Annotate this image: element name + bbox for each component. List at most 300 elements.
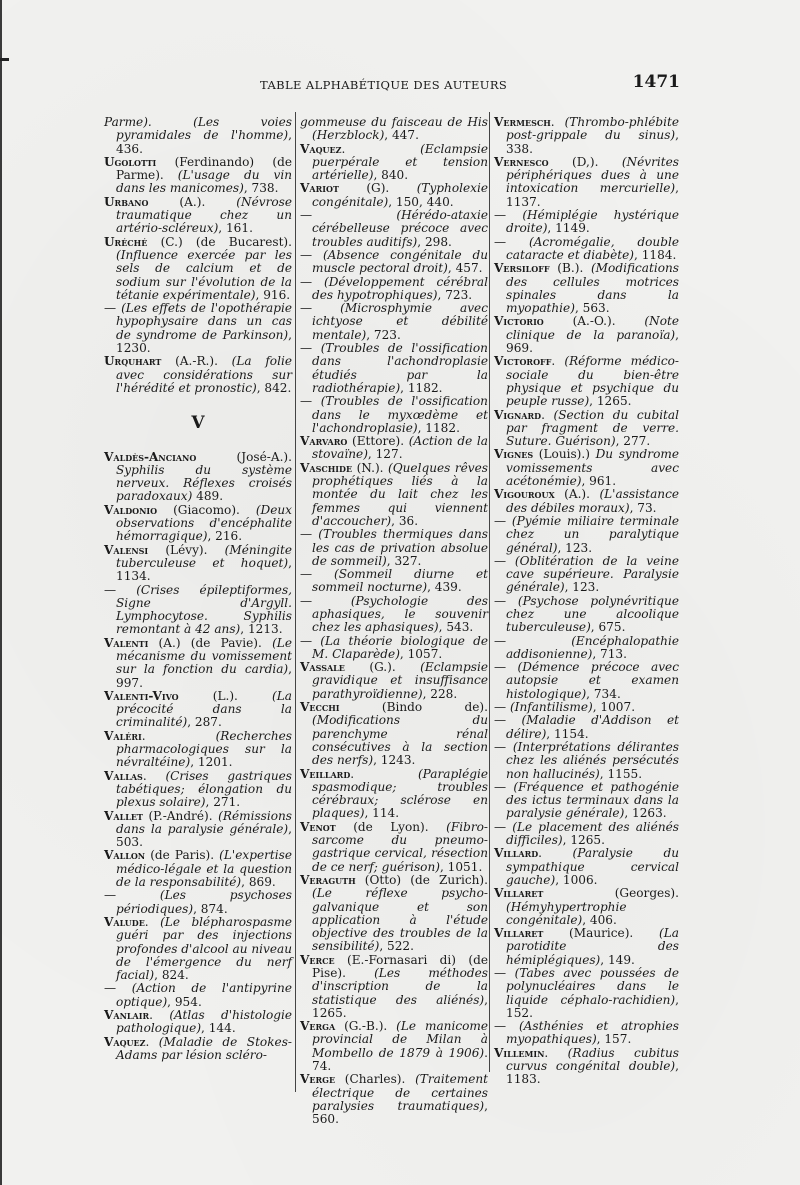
index-entry (494, 1020, 679, 1047)
entry-title: (Crises gastriques tabétiques; élongation du plexus solaire) (116, 768, 292, 810)
index-entry (494, 262, 679, 315)
entry-title: (Section du cubital par fragment de verre. Suture. Guérison) (506, 407, 679, 449)
index-entry (494, 967, 679, 1020)
index-entry (494, 635, 679, 662)
page-refs: , 997. (116, 662, 292, 690)
author-detail: . (145, 1034, 159, 1049)
index-entry (494, 209, 679, 236)
entry-title: (Quelques rêves prophétiques liés à la montée du lait chez les femmes qui viennent d'accoucher) (312, 460, 488, 528)
page-refs: , 277. (615, 434, 651, 449)
author-name: Valude (104, 914, 145, 929)
page-refs: , 560. (312, 1098, 488, 1127)
page-refs: , 1051. (439, 859, 483, 874)
author-detail: (P.-André). (142, 808, 219, 823)
author-detail: — (494, 713, 522, 728)
index-entry (300, 462, 488, 528)
page-refs: , 439. (427, 580, 462, 595)
page-refs: , 1134. (116, 555, 292, 584)
author-detail: — (300, 593, 351, 608)
entry-title: (Hémiplégie hystérique droite) (506, 208, 679, 236)
page-refs: , 734. (586, 686, 621, 701)
author-name: Vallon (104, 848, 146, 863)
author-detail: . (144, 914, 161, 929)
author-detail: (de Paris). (145, 848, 220, 863)
entry-title: (Eclampsie puerpérale et tension artérielle) (312, 141, 488, 183)
index-entry (104, 302, 292, 355)
entries-u (104, 116, 292, 395)
author-detail: . (550, 115, 565, 129)
page-refs: , 406. (582, 912, 617, 927)
index-entry (104, 810, 292, 850)
page-refs: , 961. (581, 474, 617, 489)
author-name: Varvaro (300, 434, 348, 449)
index-entry (494, 116, 679, 156)
page-refs: , 1263. (624, 806, 667, 821)
index-entry (494, 887, 679, 927)
page-refs: , 271. (205, 795, 241, 810)
section-letter: V (191, 413, 205, 434)
column-2 (300, 116, 488, 1127)
column-rule-1 (295, 112, 296, 1092)
index-entry (300, 435, 488, 462)
page-refs: , 150, 440. (388, 194, 454, 209)
entry-title: (L'expertise médico-légale et la question de la responsabilité) (116, 848, 292, 890)
author-name: Valdès-Anciano (104, 449, 197, 464)
author-detail: . (538, 846, 573, 861)
page-refs: , 1137. (506, 181, 679, 209)
column-rule-2 (489, 112, 490, 1072)
page-refs: , 228. (422, 686, 458, 701)
entry-title: (Eclampsie gravidique et insuffisance parathyroïdienne) (312, 660, 488, 701)
author-detail: — (494, 593, 518, 608)
author-detail: . (141, 728, 216, 743)
author-name: Uréché (104, 234, 148, 249)
author-name: Villemin (494, 1045, 545, 1060)
author-detail: (Bindo de). (339, 700, 488, 715)
page-refs: , 522. (379, 939, 414, 954)
entry-title: (Sommeil diurne et sommeil nocturne) (312, 567, 488, 595)
page-refs: , 543. (438, 620, 474, 635)
entry-title: (Troubles thermiques dans les cas de privation absolue de sommeil) (312, 527, 488, 568)
index-entry (104, 1036, 292, 1063)
entry-title: (Les psychoses périodiques) (116, 888, 292, 916)
author-detail: (Charles). (335, 1072, 416, 1087)
author-detail: — (494, 739, 513, 754)
page-refs: , 73. (629, 500, 657, 515)
index-entry (494, 448, 679, 488)
author-detail: (Ferdinando) (de Parme). (116, 154, 292, 183)
page-refs: , 503. (116, 821, 292, 850)
author-detail: — (104, 301, 122, 316)
index-entry (104, 116, 292, 156)
page-refs: , 1007. (592, 700, 636, 715)
index-entry (300, 568, 488, 595)
index-entry (104, 451, 292, 504)
index-entry (300, 395, 488, 435)
author-detail: (A.). (148, 194, 237, 209)
author-detail: . (551, 354, 565, 369)
page-refs: , 954. (167, 994, 202, 1009)
author-detail: (G.). (344, 660, 421, 675)
index-entry (494, 781, 679, 821)
author-detail: — (494, 819, 513, 834)
page-refs: , 1182. (417, 420, 460, 435)
author-name: Vignard (494, 407, 542, 422)
index-entry (300, 874, 488, 954)
entry-title: (Le manicome provincial de Milan à Mombello de 1879 à 1906) (312, 1019, 488, 1060)
entry-title: (Paralysie du sympathique cervical gauche) (506, 846, 679, 887)
entry-title: (La théorie biologique de M. Claparède) (312, 633, 488, 661)
index-entry (300, 1020, 488, 1073)
page-refs: , 161. (218, 221, 253, 236)
page-refs: , 1265. (312, 992, 488, 1020)
page-refs: , 457. (447, 261, 483, 276)
page-refs: , 675. (590, 620, 626, 635)
author-detail: (Georges). (543, 886, 679, 901)
author-detail: — (494, 553, 515, 568)
entry-title: (Troubles de l'ossification dans l'achondroplasie étudiés par la radiothérapie) (312, 341, 488, 395)
author-name: Vaquez (300, 141, 342, 156)
entry-title: (Démence précoce avec autopsie et examen histologique) (506, 660, 679, 701)
page-refs: . 74. (312, 1045, 488, 1074)
entry-title: (Typholexie congénitale) (312, 181, 488, 209)
author-name: Versiloff (494, 261, 550, 276)
entry-title: (Paraplégie spasmodique; troubles cérébraux; sclérose en plaques) (312, 766, 488, 821)
entry-title: (Fréquence et pathogénie des ictus terminaux dans la paralysie générale) (506, 779, 679, 821)
index-entry (300, 528, 488, 568)
page-refs: , 1213. (240, 622, 283, 637)
index-entry (104, 156, 292, 196)
page-refs: , 123. (557, 540, 593, 555)
index-entry (494, 714, 679, 741)
page-refs: , 144. (201, 1021, 236, 1036)
entry-title: (Hérédo-ataxie cérébelleuse précoce avec troubles auditifs) (312, 208, 488, 249)
index-entry (300, 302, 488, 342)
entry-title: (Infantilisme) (509, 700, 593, 715)
page-refs: , 723. (437, 287, 473, 302)
column-1 (104, 116, 292, 1062)
entry-title: (Traitement électrique de certaines paralysies traumatiques) (312, 1072, 488, 1113)
page-refs: , 1182. (400, 380, 443, 395)
author-name: Verce (300, 952, 335, 967)
author-detail: — (494, 779, 514, 794)
author-detail: — (300, 208, 397, 223)
entry-title: (La parotidite des hémiplégiques) (506, 926, 679, 967)
entry-title: (L'assistance des débiles moraux) (506, 487, 679, 515)
author-detail: — (300, 527, 319, 542)
index-entry (104, 544, 292, 584)
entries-v (104, 451, 292, 1063)
page-refs: , 216. (207, 529, 243, 544)
page-refs: , 1154. (546, 726, 589, 741)
entry-title: (Névrites périphériques dues à une intoxication mercurielle) (506, 154, 679, 196)
entry-title: (Crises épileptiformes, Signe d'Argyll. Lymphocytose. Syphilis remontant à 42 ans) (116, 582, 292, 637)
index-entry (300, 116, 488, 143)
author-name: Vecchi (300, 700, 340, 715)
page-refs: , 149. (600, 952, 635, 967)
author-name: Veraguth (300, 872, 356, 887)
author-name: Ugolotti (104, 154, 157, 169)
author-name: Veillard (300, 766, 351, 781)
page-refs: , 1149. (547, 221, 590, 236)
index-entry (300, 595, 488, 635)
index-entry (494, 488, 679, 515)
page-number: 1471 (632, 72, 680, 92)
index-entry (104, 690, 292, 730)
index-entry (494, 741, 679, 781)
index-entry (104, 770, 292, 810)
page-refs: , 563. (574, 301, 610, 316)
entry-title: (Le mécanisme du vomissement sur la fonction du cardia) (116, 635, 292, 677)
author-detail: . (142, 768, 166, 783)
author-detail: . (541, 407, 554, 422)
entry-title: (Les méthodes d'inscription de la statistique des aliénés) (312, 966, 488, 1007)
entry-title: Du syndrome vomissements avec acétonémie) (506, 447, 679, 489)
author-name: Valenti (104, 635, 149, 650)
author-name: Verge (300, 1072, 336, 1087)
author-name: Venot (300, 819, 336, 834)
index-entry (494, 927, 679, 967)
entry-title: (Modifications du parenchyme rénal consécutives à la section des nerfs) (312, 713, 488, 768)
author-detail: (José-A.). (196, 449, 292, 464)
author-detail: — (494, 660, 518, 675)
author-name: Vallas (104, 768, 143, 783)
entry-title: (Méningite tuberculeuse et hoquet) (116, 542, 292, 570)
entry-title: (Absence congénitale du muscle pectoral droit) (312, 247, 488, 276)
index-entry (300, 182, 488, 209)
author-name: Valdonio (104, 502, 158, 517)
page-refs: , 738. (243, 181, 279, 196)
author-name: Valéri (104, 728, 142, 743)
author-detail: — (300, 567, 334, 582)
author-name: Verga (300, 1019, 336, 1034)
index-entry (300, 276, 488, 303)
index-entry (104, 916, 292, 982)
author-name: Urquhart (104, 354, 162, 369)
page-refs: , 157. (596, 1032, 632, 1047)
entry-title: (Thrombo-phlébite post-grippale du sinus) (506, 115, 679, 143)
entry-title: (Action de l'antipyrine optique) (116, 981, 292, 1009)
author-name: Vassale (300, 660, 345, 675)
page-refs: , 152. (506, 992, 679, 1020)
index-entry (494, 701, 679, 714)
author-detail: (Maurice). (543, 926, 660, 941)
page-refs: , 127. (367, 447, 403, 462)
author-name: Vanlair (104, 1008, 150, 1022)
author-detail: — (300, 301, 341, 316)
index-entry (300, 342, 488, 395)
author-name: Vaquez (104, 1034, 146, 1049)
page-refs: , 824. (154, 968, 189, 983)
index-entry (104, 1009, 292, 1036)
index-entry (300, 661, 488, 701)
author-detail: (G.-B.). (335, 1019, 397, 1034)
entry-title: (Maladie de Stokes-Adams par lésion scléro- (116, 1034, 292, 1062)
author-detail: (C.) (de Bucarest). (147, 234, 292, 249)
index-entry (104, 849, 292, 889)
page-refs: , 1201. (190, 755, 233, 770)
running-header (100, 72, 680, 98)
author-detail: — (494, 700, 510, 715)
page-refs: , 327. (386, 553, 422, 568)
entry-title: Syphilis du système nerveux. Réflexes croisés paradoxaux) (116, 462, 292, 504)
author-detail: (de Lyon). (335, 819, 447, 834)
entry-title: (L'usage du vin dans les manicomes) (116, 168, 292, 196)
author-detail: . (544, 1045, 568, 1060)
index-entry (494, 595, 679, 635)
page-refs: , 1265. (589, 394, 632, 409)
author-detail: — (104, 888, 160, 903)
index-entry (104, 236, 292, 302)
page-refs: , 1230. (116, 327, 292, 356)
entry-title: (Névrose traumatique chez un artério-scléreux) (116, 194, 292, 236)
page-refs: , 1057. (399, 646, 443, 661)
entry-title: (Encéphalopathie addisonienne) (506, 633, 679, 661)
author-detail: — (494, 633, 572, 648)
index-entry (104, 584, 292, 637)
entry-title: (Radius cubitus curvus congénital double) (506, 1045, 679, 1074)
index-entry (104, 637, 292, 690)
author-detail: (A.-O.). (543, 314, 645, 329)
index-entry (300, 954, 488, 1020)
entry-title: (Note clinique de la paranoïa) (506, 314, 679, 342)
author-detail: (A.-R.). (161, 354, 232, 369)
entry-title: (Le réflexe psycho-galvanique et son application à l'étude objective des troubles de la sensibilité) (312, 886, 488, 954)
entries-col3 (494, 116, 679, 1087)
index-entry (494, 156, 679, 209)
author-detail: (D,). (548, 154, 622, 169)
index-entry (300, 821, 488, 874)
author-name: Villaret (494, 886, 544, 901)
index-entry (494, 236, 679, 263)
author-name: Vignes (494, 447, 534, 462)
author-detail: . (341, 141, 421, 156)
author-detail: — (494, 513, 512, 528)
author-detail: . (350, 766, 418, 781)
author-detail: — (300, 341, 321, 356)
author-name: Urbano (104, 194, 149, 209)
entry-title: gommeuse du faisceau de His (Herzblock) (300, 115, 488, 143)
page-refs: , 723. (366, 327, 401, 342)
entry-title: (Fibro-sarcome du pneumo-gastrique cervical, résection de ce nerf; guérison) (312, 819, 488, 874)
author-detail: — (104, 582, 137, 597)
index-entry (104, 504, 292, 544)
index-entry (104, 982, 292, 1009)
entry-title: (Interprétations délirantes chez les aliénés persécutés non hallucinés) (506, 739, 679, 781)
entry-title: (Le blépharospasme guéri par des injections profondes d'alcool au niveau de l'émergence du nerf facial) (116, 914, 292, 983)
page-refs: , 447. (384, 128, 419, 143)
page-refs: , 123. (564, 580, 600, 595)
page-refs: , 36. (391, 513, 419, 528)
index-entry (104, 730, 292, 770)
page-refs: , 1265. (562, 833, 605, 848)
author-detail: (B.). (549, 261, 591, 276)
author-detail: (Giacomo). (157, 502, 256, 517)
author-detail: — (300, 633, 321, 648)
index-entry (300, 768, 488, 821)
entry-title: (La précocité dans la criminalité) (116, 688, 292, 730)
entry-title: (Asthénies et atrophies myopathiques) (506, 1019, 679, 1047)
index-entry (494, 315, 679, 355)
binding-edge (0, 0, 10, 1185)
author-detail: — (300, 247, 323, 262)
author-name: Valensi (104, 542, 149, 557)
page-refs: , 713. (592, 646, 627, 661)
author-detail: (E.-Fornasari di) (de Pise). (312, 952, 488, 980)
index-entry (494, 555, 679, 595)
index-entry (300, 1073, 488, 1126)
author-name: Villard (494, 846, 539, 861)
author-name: Vernesco (494, 154, 549, 169)
author-detail: — (494, 234, 529, 249)
entry-title: (Psychologie des aphasiques, le souvenir chez les aphasiques) (312, 593, 488, 635)
page-refs: , 969. (506, 327, 679, 356)
author-detail: (Ettore). (347, 434, 409, 449)
index-entry (494, 821, 679, 848)
page-refs: , 338. (506, 128, 679, 156)
author-detail: . (149, 1008, 170, 1022)
entry-title: (Troubles de l'ossification dans le myxœdème et l'achondroplasie) (312, 394, 488, 435)
index-entry (104, 355, 292, 395)
entry-title: (Oblitération de la veine cave supérieure. Paralysie générale) (506, 553, 679, 595)
author-detail: (A.) (de Pavie). (148, 635, 273, 650)
author-name: Valenti-Vivo (104, 688, 179, 703)
page-refs: , 1183. (506, 1059, 679, 1087)
entry-title: (Les effets de l'opothérapie hypophysaire dans un cas de syndrome de Parkinson) (116, 301, 292, 342)
entry-title: (Réforme médico-sociale du bien-être physique et psychique du peuple russe) (506, 354, 679, 409)
page-refs: , 874. (193, 901, 228, 916)
author-name: Vaschide (300, 460, 353, 475)
entry-title: (Tabes avec poussées de polynucléaires dans le liquide céphalo-rachidien) (506, 966, 679, 1007)
author-detail: — (300, 394, 321, 409)
author-detail: (A.). (554, 487, 600, 502)
author-name: Victoroff (494, 354, 552, 369)
index-entry (104, 889, 292, 916)
page-refs: , 916. (255, 287, 291, 302)
page-refs: , 1006. (555, 872, 598, 887)
page-refs: , 869. (241, 875, 276, 890)
author-detail: (Louis).) (533, 447, 596, 462)
entry-title: (Acromégalie, double cataracte et diabète) (506, 234, 679, 262)
entry-title: (Recherches pharmacologiques sur la névraltéine) (116, 728, 292, 770)
author-detail: — (494, 1019, 519, 1034)
page-refs: , 842. (256, 380, 292, 395)
column-3 (494, 116, 679, 1087)
page-refs: , 840. (373, 168, 409, 183)
index-entry (300, 209, 488, 249)
header-title: TABLE ALPHABÉTIQUE DES AUTEURS (260, 78, 508, 92)
entry-title: (Influence exercée par les sels de calcium et de sodium sur l'évolution de la tétanie expérimentale) (116, 247, 292, 302)
author-detail: (N.). (352, 460, 389, 475)
index-entry (300, 249, 488, 276)
index-entry (300, 143, 488, 183)
entry-title: (Atlas d'histologie pathologique) (116, 1008, 292, 1036)
author-detail: (Lévy). (148, 542, 225, 557)
index-entry (494, 409, 679, 449)
author-name: Vallet (104, 808, 143, 823)
index-entry (494, 847, 679, 887)
entry-title: (Psychose polynévritique chez une alcoolique tuberculeuse) (506, 593, 679, 635)
entry-title: (Développement cérébral des hypotrophiques) (312, 274, 488, 302)
index-entry (494, 661, 679, 701)
entry-title: Parme). (Les voies pyramidales de l'homme) (104, 115, 292, 143)
entry-title: (Action de la stovaïne) (312, 434, 488, 462)
index-entry (494, 1047, 679, 1087)
author-detail: (L.). (178, 688, 273, 703)
index-entry (494, 355, 679, 408)
entry-title: (Maladie d'Addison et délire) (506, 713, 679, 741)
entries-col2 (300, 116, 488, 1127)
